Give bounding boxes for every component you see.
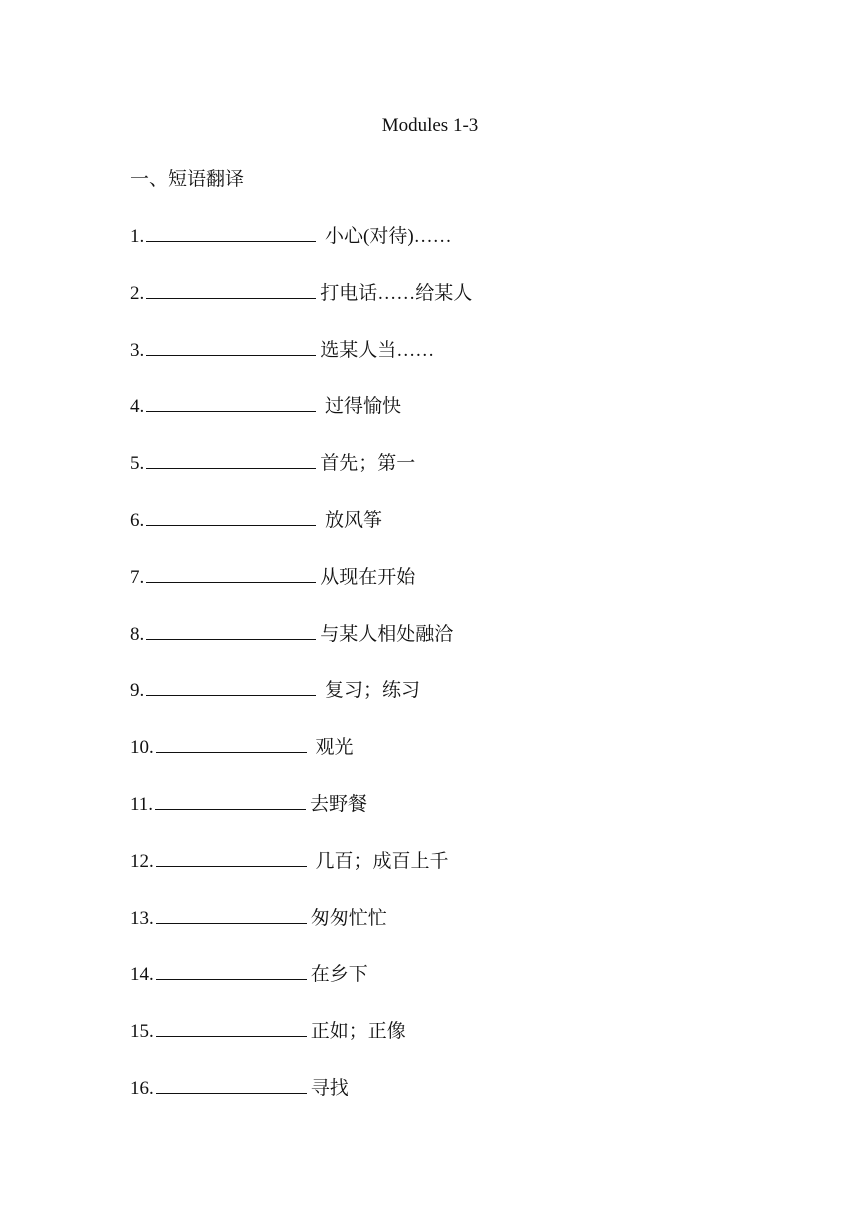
answer-blank[interactable]: [156, 733, 307, 753]
answer-blank[interactable]: [156, 904, 307, 924]
item-meaning: 去野餐: [310, 793, 368, 815]
item-number: 16.: [130, 1077, 154, 1099]
item-number: 13.: [130, 907, 154, 929]
item-number: 5.: [130, 453, 145, 475]
phrase-item-5: [130, 449, 790, 506]
item-number: 7.: [130, 566, 145, 588]
answer-blank[interactable]: [146, 620, 316, 640]
item-meaning: 首先；第一: [320, 453, 416, 475]
section-heading: 一、短语翻译: [130, 169, 245, 190]
item-meaning: 放风筝: [320, 509, 383, 531]
phrase-item-11: [130, 790, 790, 847]
document-title: Modules 1-3: [381, 115, 479, 136]
item-number: 8.: [130, 623, 145, 645]
phrase-item-2: [130, 279, 790, 336]
item-meaning: 几百；成百上千: [310, 850, 449, 872]
item-number: 11.: [130, 793, 154, 815]
item-meaning: 寻找: [310, 1077, 349, 1099]
item-number: 10.: [130, 737, 154, 759]
item-meaning: 匆匆忙忙: [310, 907, 387, 929]
item-meaning: 与某人相处融洽: [320, 623, 454, 645]
phrase-item-15: [130, 1017, 790, 1074]
phrase-item-1: [130, 222, 790, 279]
phrase-item-10: [130, 733, 790, 790]
item-number: 14.: [130, 964, 154, 986]
phrase-item-14: [130, 960, 790, 1017]
item-number: 3.: [130, 339, 145, 361]
answer-blank[interactable]: [146, 222, 316, 242]
answer-blank[interactable]: [156, 960, 307, 980]
phrase-item-12: [130, 847, 790, 904]
item-meaning: 过得愉快: [320, 396, 402, 418]
answer-blank[interactable]: [146, 392, 316, 412]
item-meaning: 小心(对待)……: [320, 226, 452, 247]
answer-blank[interactable]: [146, 563, 316, 583]
answer-blank[interactable]: [155, 790, 306, 810]
item-meaning: 复习；练习: [320, 680, 421, 702]
item-meaning: 从现在开始: [320, 566, 416, 588]
phrase-item-7: [130, 563, 790, 620]
answer-blank[interactable]: [156, 1074, 307, 1094]
answer-blank[interactable]: [156, 1017, 307, 1037]
answer-blank[interactable]: [146, 279, 316, 299]
phrase-item-4: [130, 392, 790, 449]
item-meaning: 正如；正像: [310, 1021, 406, 1043]
phrase-item-6: [130, 506, 790, 563]
answer-blank[interactable]: [146, 336, 316, 356]
answer-blank[interactable]: [146, 449, 316, 469]
item-number: 6.: [130, 509, 145, 531]
phrase-item-9: [130, 676, 790, 733]
answer-blank[interactable]: [146, 676, 316, 696]
answer-blank[interactable]: [146, 506, 316, 526]
item-meaning: 观光: [310, 737, 354, 759]
phrase-translation-list: [130, 222, 790, 1131]
item-meaning: 打电话……给某人: [320, 282, 473, 304]
item-number: 2.: [130, 282, 145, 304]
item-number: 15.: [130, 1021, 154, 1043]
phrase-item-16: [130, 1074, 790, 1131]
phrase-item-8: [130, 620, 790, 677]
item-number: 9.: [130, 680, 145, 702]
item-meaning: 选某人当……: [320, 339, 435, 361]
item-number: 1.: [130, 226, 145, 247]
item-number: 4.: [130, 396, 145, 418]
answer-blank[interactable]: [156, 847, 307, 867]
phrase-item-3: [130, 336, 790, 393]
item-number: 12.: [130, 850, 154, 872]
phrase-item-13: [130, 904, 790, 961]
item-meaning: 在乡下: [310, 964, 368, 986]
